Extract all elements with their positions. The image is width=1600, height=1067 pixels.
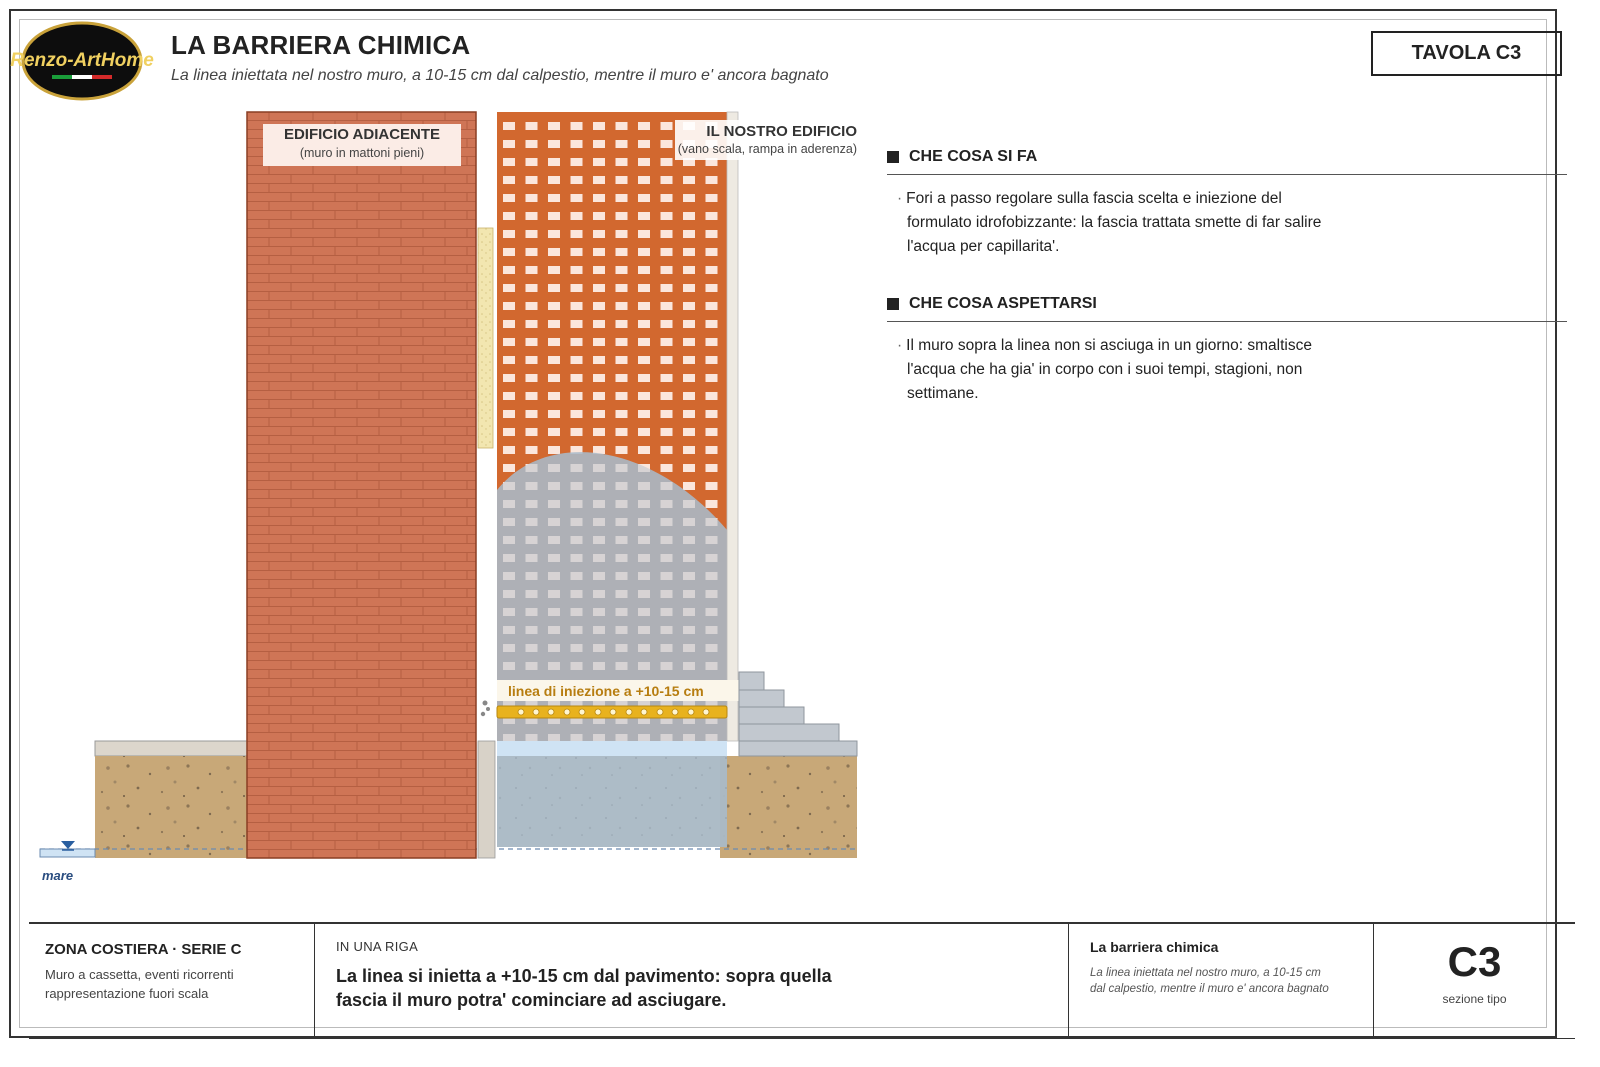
- footer-series: [29, 924, 315, 1038]
- wall-finish: [727, 112, 738, 741]
- our-label: IL NOSTRO EDIFICIO: [706, 123, 857, 140]
- adjacent-sublabel: (muro in mattoni pieni): [299, 146, 425, 160]
- our-wall-base-band: [497, 741, 727, 756]
- stairs: [739, 672, 857, 756]
- footer-reference: [1069, 924, 1374, 1038]
- footer-series-heading: ZONA COSTIERA · SERIE C: [45, 941, 242, 958]
- tavola-badge: TAVOLA C3: [1371, 31, 1562, 76]
- footer-code-value: C3: [1447, 938, 1502, 985]
- sea-label: mare: [42, 868, 74, 883]
- our-sublabel: (vano scala, rampa in aderenza): [677, 142, 857, 156]
- footer-summary-heading: IN UNA RIGA: [336, 939, 419, 954]
- our-foundation-wet: [497, 756, 727, 847]
- section-text-what-to-expect: · Il muro sopra la linea non si asciuga in un giorno: smaltisce l'acqua che ha gia' in corpo con i suoi tempi, stagioni, non settimane.: [897, 337, 1312, 402]
- gap-footing: [478, 741, 495, 858]
- footer-reference-heading: La barriera chimica: [1090, 939, 1219, 955]
- section-heading-what-is-done: CHE COSA SI FA: [887, 148, 1567, 175]
- gap-filler: [478, 228, 493, 448]
- section-heading-what-to-expect: CHE COSA ASPETTARSI: [887, 295, 1567, 322]
- injection-label: linea di iniezione a +10-15 cm: [508, 683, 704, 699]
- section-text-what-is-done: · Fori a passo regolare sulla fascia scelta e iniezione del formulato idrofobizzante: la fascia trattata smette di far salire l'acqua per capillarita'.: [897, 190, 1322, 255]
- section-what-is-done: [887, 148, 1567, 259]
- page-subtitle: La linea iniettata nel nostro muro, a 10-15 cm dal calpestio, mentre il muro e' ancora bagnato: [171, 67, 829, 84]
- footer-series-text: Muro a cassetta, eventi ricorrenti rappresentazione fuori scala: [45, 967, 234, 1001]
- footer-summary: [315, 924, 1069, 1038]
- water-level-icon: [61, 841, 75, 849]
- footer-reference-text: La linea iniettata nel nostro muro, a 10-15 cm dal calpestio, mentre il muro e' ancora bagnato: [1090, 967, 1329, 995]
- footer-code: [1374, 924, 1575, 1038]
- footer: [29, 922, 1575, 1039]
- soil-left: [95, 756, 247, 858]
- soil-right: [720, 756, 857, 858]
- ground-slab-left: [95, 741, 247, 756]
- page-title: LA BARRIERA CHIMICA: [171, 30, 471, 60]
- adjacent-building-wall: [247, 112, 476, 858]
- footer-code-caption: sezione tipo: [1442, 992, 1507, 1006]
- section-what-to-expect: [887, 295, 1567, 406]
- logo-text: Renzo-ArtHome: [10, 50, 154, 71]
- footer-summary-text: La linea si inietta a +10-15 cm dal pavimento: sopra quella fascia il muro potra' cominciare ad asciugare.: [336, 966, 832, 1010]
- wall-section-diagram: [0, 0, 870, 900]
- adjacent-label: EDIFICIO ADIACENTE: [283, 126, 441, 143]
